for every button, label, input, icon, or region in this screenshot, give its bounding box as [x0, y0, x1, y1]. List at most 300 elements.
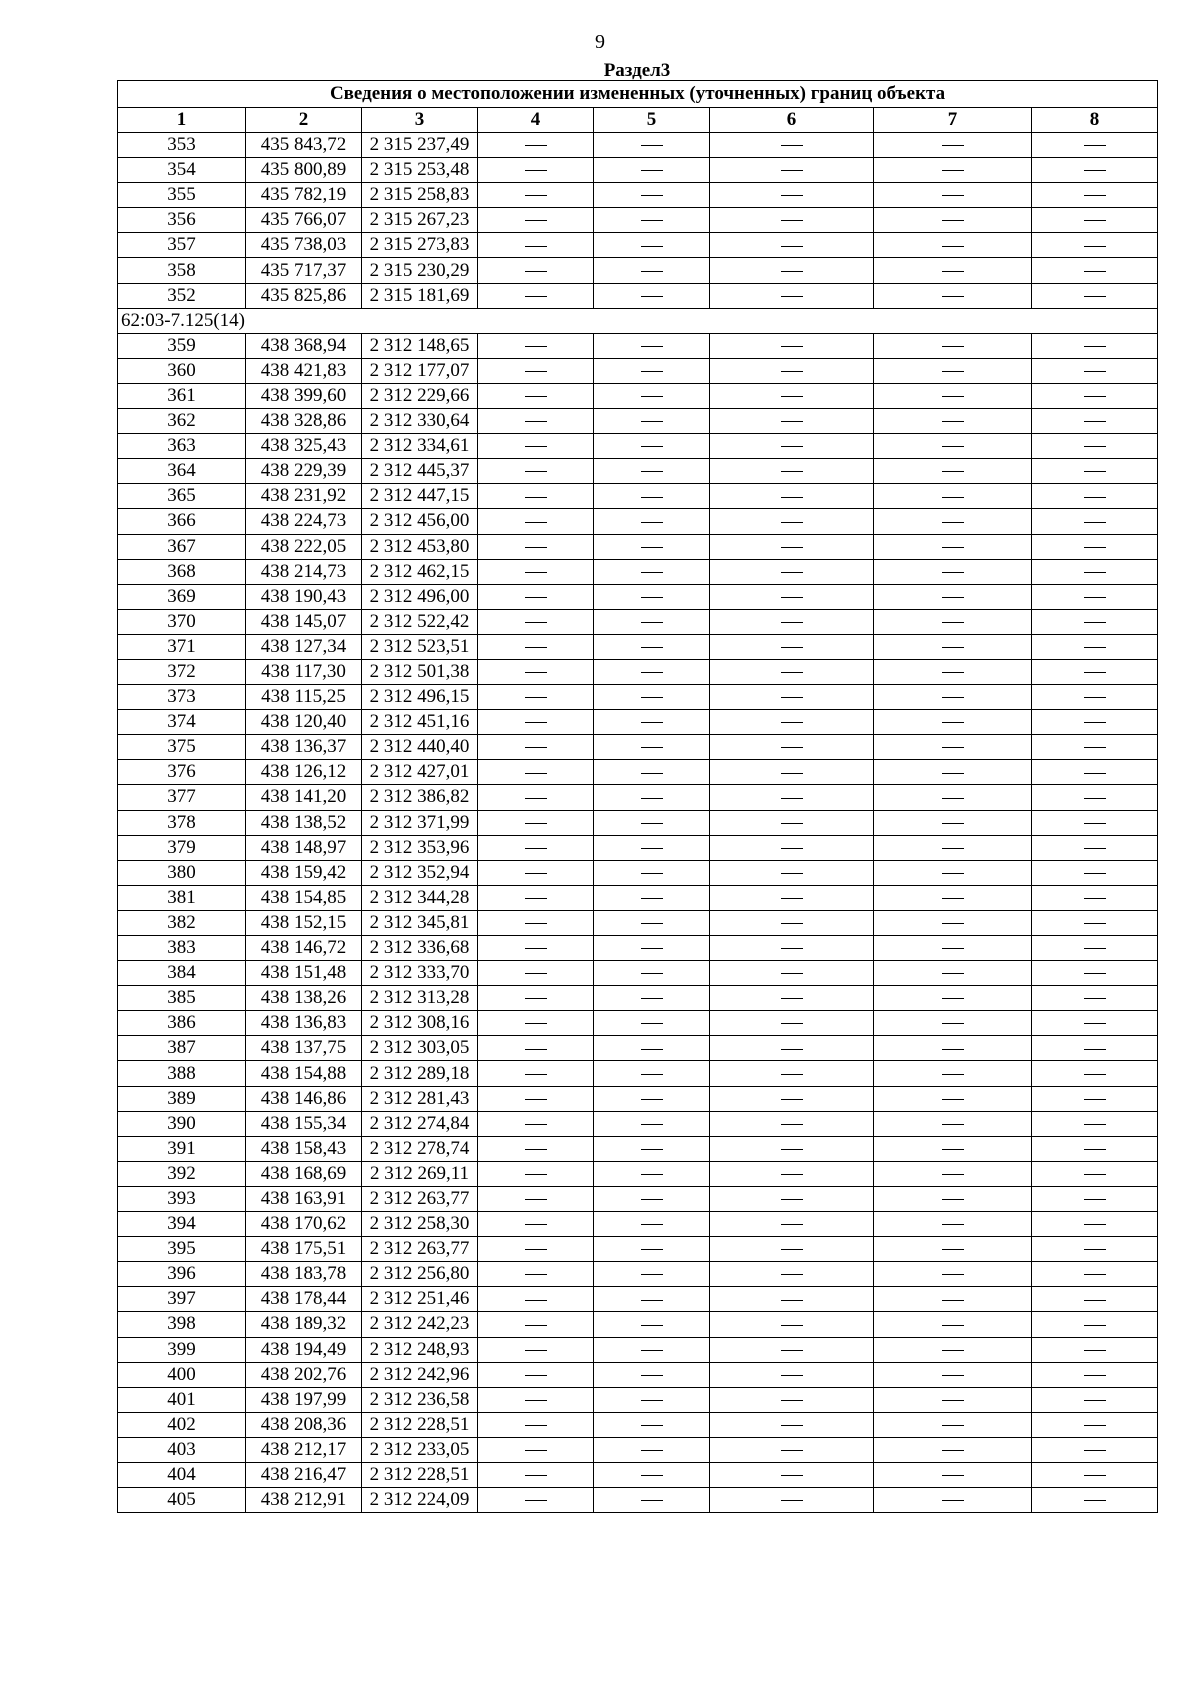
empty-value-cell: [874, 735, 1032, 760]
empty-value-cell: [710, 1362, 874, 1387]
empty-value-cell: [874, 1086, 1032, 1111]
empty-value-cell: [594, 760, 710, 785]
dash-symbol: [781, 145, 803, 146]
empty-value-cell: [710, 1488, 874, 1513]
table-row: [118, 409, 1158, 434]
table-row: [118, 1262, 1158, 1287]
empty-value-cell: [478, 1437, 594, 1462]
dash-symbol: [781, 1249, 803, 1250]
empty-value-cell: [1032, 1136, 1158, 1161]
dash-symbol: [942, 747, 964, 748]
dash-symbol: [525, 773, 547, 774]
empty-value-cell: [710, 1237, 874, 1262]
table-row: [118, 609, 1158, 634]
empty-value-cell: [710, 1011, 874, 1036]
y-coordinate-cell: 2 312 229,66: [362, 383, 478, 408]
table-row: [118, 1212, 1158, 1237]
dash-symbol: [942, 873, 964, 874]
empty-value-cell: [478, 258, 594, 283]
point-number-cell: 359: [118, 333, 246, 358]
dash-symbol: [641, 1325, 663, 1326]
dash-symbol: [641, 1475, 663, 1476]
point-number-cell: 367: [118, 534, 246, 559]
empty-value-cell: [594, 910, 710, 935]
dash-symbol: [781, 1300, 803, 1301]
dash-symbol: [781, 1274, 803, 1275]
dash-symbol: [641, 497, 663, 498]
empty-value-cell: [594, 484, 710, 509]
point-number-cell: 378: [118, 810, 246, 835]
point-number-cell: 401: [118, 1387, 246, 1412]
dash-symbol: [781, 195, 803, 196]
empty-value-cell: [594, 283, 710, 308]
empty-value-cell: [478, 1287, 594, 1312]
empty-value-cell: [594, 986, 710, 1011]
table-row: [118, 1387, 1158, 1412]
x-coordinate-cell: 438 127,34: [246, 634, 362, 659]
y-coordinate-cell: 2 312 440,40: [362, 735, 478, 760]
dash-symbol: [781, 622, 803, 623]
dash-symbol: [1084, 697, 1106, 698]
dash-symbol: [641, 923, 663, 924]
dash-symbol: [1084, 1174, 1106, 1175]
dash-symbol: [781, 371, 803, 372]
point-number-cell: 399: [118, 1337, 246, 1362]
point-number-cell: 373: [118, 685, 246, 710]
dash-symbol: [781, 1149, 803, 1150]
empty-value-cell: [1032, 484, 1158, 509]
table-row: [118, 1437, 1158, 1462]
dash-symbol: [942, 773, 964, 774]
empty-value-cell: [594, 735, 710, 760]
empty-value-cell: [478, 785, 594, 810]
empty-value-cell: [1032, 183, 1158, 208]
empty-value-cell: [710, 358, 874, 383]
empty-value-cell: [874, 1262, 1032, 1287]
x-coordinate-cell: 438 190,43: [246, 584, 362, 609]
dash-symbol: [781, 1450, 803, 1451]
empty-value-cell: [874, 584, 1032, 609]
empty-value-cell: [710, 258, 874, 283]
empty-value-cell: [1032, 1287, 1158, 1312]
dash-symbol: [525, 1475, 547, 1476]
dash-symbol: [641, 1300, 663, 1301]
empty-value-cell: [594, 158, 710, 183]
point-number-cell: 358: [118, 258, 246, 283]
dash-symbol: [942, 1074, 964, 1075]
x-coordinate-cell: 438 212,91: [246, 1488, 362, 1513]
dash-symbol: [781, 271, 803, 272]
table-row: [118, 1462, 1158, 1487]
x-coordinate-cell: 438 175,51: [246, 1237, 362, 1262]
empty-value-cell: [1032, 936, 1158, 961]
dash-symbol: [641, 823, 663, 824]
empty-value-cell: [1032, 258, 1158, 283]
dash-symbol: [781, 170, 803, 171]
empty-value-cell: [478, 1337, 594, 1362]
dash-symbol: [1084, 1475, 1106, 1476]
y-coordinate-cell: 2 312 496,15: [362, 685, 478, 710]
x-coordinate-cell: 435 717,37: [246, 258, 362, 283]
empty-value-cell: [874, 810, 1032, 835]
dash-symbol: [781, 597, 803, 598]
dash-symbol: [641, 170, 663, 171]
empty-value-cell: [478, 961, 594, 986]
x-coordinate-cell: 438 222,05: [246, 534, 362, 559]
empty-value-cell: [710, 158, 874, 183]
empty-value-cell: [710, 1412, 874, 1437]
empty-value-cell: [710, 333, 874, 358]
empty-value-cell: [874, 760, 1032, 785]
table-row: [118, 183, 1158, 208]
empty-value-cell: [1032, 1061, 1158, 1086]
table-row: [118, 885, 1158, 910]
empty-value-cell: [1032, 1337, 1158, 1362]
empty-value-cell: [1032, 509, 1158, 534]
empty-value-cell: [710, 835, 874, 860]
empty-value-cell: [478, 158, 594, 183]
x-coordinate-cell: 438 163,91: [246, 1186, 362, 1211]
dash-symbol: [1084, 1023, 1106, 1024]
dash-symbol: [641, 1274, 663, 1275]
dash-symbol: [525, 296, 547, 297]
empty-value-cell: [1032, 710, 1158, 735]
point-number-cell: 361: [118, 383, 246, 408]
empty-value-cell: [710, 283, 874, 308]
dash-symbol: [781, 1500, 803, 1501]
y-coordinate-cell: 2 312 263,77: [362, 1186, 478, 1211]
empty-value-cell: [1032, 1387, 1158, 1412]
empty-value-cell: [1032, 1462, 1158, 1487]
y-coordinate-cell: 2 312 228,51: [362, 1412, 478, 1437]
y-coordinate-cell: 2 312 242,96: [362, 1362, 478, 1387]
point-number-cell: 376: [118, 760, 246, 785]
empty-value-cell: [594, 685, 710, 710]
dash-symbol: [641, 246, 663, 247]
table-row: [118, 208, 1158, 233]
dash-symbol: [942, 195, 964, 196]
empty-value-cell: [478, 1136, 594, 1161]
point-number-cell: 365: [118, 484, 246, 509]
dash-symbol: [781, 823, 803, 824]
empty-value-cell: [710, 1437, 874, 1462]
dash-symbol: [781, 1199, 803, 1200]
empty-value-cell: [874, 333, 1032, 358]
empty-value-cell: [874, 1462, 1032, 1487]
empty-value-cell: [478, 183, 594, 208]
point-number-cell: 381: [118, 885, 246, 910]
dash-symbol: [1084, 1300, 1106, 1301]
dash-symbol: [525, 1274, 547, 1275]
empty-value-cell: [1032, 383, 1158, 408]
y-coordinate-cell: 2 315 181,69: [362, 283, 478, 308]
empty-value-cell: [1032, 358, 1158, 383]
empty-value-cell: [478, 409, 594, 434]
empty-value-cell: [710, 860, 874, 885]
empty-value-cell: [710, 534, 874, 559]
empty-value-cell: [594, 710, 710, 735]
dash-symbol: [525, 998, 547, 999]
table-row: [118, 1161, 1158, 1186]
empty-value-cell: [710, 785, 874, 810]
point-number-cell: 404: [118, 1462, 246, 1487]
point-number-cell: 384: [118, 961, 246, 986]
empty-value-cell: [874, 158, 1032, 183]
empty-value-cell: [1032, 1237, 1158, 1262]
empty-value-cell: [594, 459, 710, 484]
empty-value-cell: [478, 760, 594, 785]
dash-symbol: [942, 170, 964, 171]
empty-value-cell: [710, 1086, 874, 1111]
table-row: [118, 158, 1158, 183]
dash-symbol: [1084, 1375, 1106, 1376]
empty-value-cell: [478, 609, 594, 634]
empty-value-cell: [710, 885, 874, 910]
empty-value-cell: [594, 1186, 710, 1211]
empty-value-cell: [710, 1186, 874, 1211]
empty-value-cell: [478, 1412, 594, 1437]
empty-value-cell: [594, 1011, 710, 1036]
dash-symbol: [525, 170, 547, 171]
dash-symbol: [525, 271, 547, 272]
dash-symbol: [525, 1249, 547, 1250]
dash-symbol: [781, 873, 803, 874]
dash-symbol: [1084, 798, 1106, 799]
empty-value-cell: [478, 1161, 594, 1186]
dash-symbol: [641, 145, 663, 146]
empty-value-cell: [874, 459, 1032, 484]
table-row: [118, 1337, 1158, 1362]
empty-value-cell: [1032, 659, 1158, 684]
dash-symbol: [525, 1049, 547, 1050]
x-coordinate-cell: 438 368,94: [246, 333, 362, 358]
dash-symbol: [1084, 446, 1106, 447]
dash-symbol: [942, 722, 964, 723]
empty-value-cell: [594, 584, 710, 609]
dash-symbol: [942, 597, 964, 598]
empty-value-cell: [874, 860, 1032, 885]
empty-value-cell: [874, 1488, 1032, 1513]
empty-value-cell: [710, 1337, 874, 1362]
dash-symbol: [641, 296, 663, 297]
dash-symbol: [1084, 271, 1106, 272]
empty-value-cell: [1032, 1036, 1158, 1061]
empty-value-cell: [1032, 685, 1158, 710]
empty-value-cell: [478, 810, 594, 835]
empty-value-cell: [710, 183, 874, 208]
x-coordinate-cell: 438 214,73: [246, 559, 362, 584]
empty-value-cell: [710, 936, 874, 961]
dash-symbol: [1084, 346, 1106, 347]
empty-value-cell: [478, 910, 594, 935]
point-number-cell: 356: [118, 208, 246, 233]
empty-value-cell: [1032, 158, 1158, 183]
dash-symbol: [525, 1500, 547, 1501]
point-number-cell: 382: [118, 910, 246, 935]
dash-symbol: [942, 823, 964, 824]
point-number-cell: 355: [118, 183, 246, 208]
dash-symbol: [781, 421, 803, 422]
dash-symbol: [1084, 1074, 1106, 1075]
empty-value-cell: [710, 459, 874, 484]
x-coordinate-cell: 438 178,44: [246, 1287, 362, 1312]
dash-symbol: [942, 672, 964, 673]
dash-symbol: [1084, 998, 1106, 999]
x-coordinate-cell: 438 148,97: [246, 835, 362, 860]
dash-symbol: [1084, 873, 1106, 874]
dash-symbol: [942, 1300, 964, 1301]
empty-value-cell: [478, 1186, 594, 1211]
empty-value-cell: [478, 1111, 594, 1136]
empty-value-cell: [594, 785, 710, 810]
y-coordinate-cell: 2 312 233,05: [362, 1437, 478, 1462]
dash-symbol: [781, 471, 803, 472]
dash-symbol: [641, 697, 663, 698]
x-coordinate-cell: 438 229,39: [246, 459, 362, 484]
empty-value-cell: [478, 685, 594, 710]
y-coordinate-cell: 2 312 427,01: [362, 760, 478, 785]
empty-value-cell: [1032, 986, 1158, 1011]
dash-symbol: [942, 1124, 964, 1125]
dash-symbol: [781, 1049, 803, 1050]
empty-value-cell: [478, 208, 594, 233]
table-row: [118, 1086, 1158, 1111]
column-header: 1: [118, 108, 246, 133]
y-coordinate-cell: 2 312 330,64: [362, 409, 478, 434]
point-number-cell: 364: [118, 459, 246, 484]
dash-symbol: [641, 1249, 663, 1250]
y-coordinate-cell: 2 312 336,68: [362, 936, 478, 961]
x-coordinate-cell: 438 212,17: [246, 1437, 362, 1462]
dash-symbol: [525, 898, 547, 899]
empty-value-cell: [594, 1362, 710, 1387]
y-coordinate-cell: 2 312 308,16: [362, 1011, 478, 1036]
point-number-cell: 394: [118, 1212, 246, 1237]
dash-symbol: [942, 296, 964, 297]
dash-symbol: [1084, 1124, 1106, 1125]
dash-symbol: [942, 572, 964, 573]
empty-value-cell: [1032, 1362, 1158, 1387]
table-row: [118, 434, 1158, 459]
empty-value-cell: [594, 183, 710, 208]
y-coordinate-cell: 2 312 281,43: [362, 1086, 478, 1111]
empty-value-cell: [594, 434, 710, 459]
dash-symbol: [525, 923, 547, 924]
empty-value-cell: [594, 509, 710, 534]
point-number-cell: 387: [118, 1036, 246, 1061]
point-number-cell: 369: [118, 584, 246, 609]
empty-value-cell: [710, 986, 874, 1011]
dash-symbol: [641, 396, 663, 397]
dash-symbol: [942, 1149, 964, 1150]
dash-symbol: [1084, 421, 1106, 422]
empty-value-cell: [594, 1061, 710, 1086]
dash-symbol: [781, 1375, 803, 1376]
table-row: [118, 484, 1158, 509]
empty-value-cell: [1032, 1437, 1158, 1462]
point-number-cell: 354: [118, 158, 246, 183]
dash-symbol: [641, 1350, 663, 1351]
empty-value-cell: [478, 1237, 594, 1262]
y-coordinate-cell: 2 315 230,29: [362, 258, 478, 283]
point-number-cell: 352: [118, 283, 246, 308]
y-coordinate-cell: 2 312 278,74: [362, 1136, 478, 1161]
dash-symbol: [641, 1199, 663, 1200]
dash-symbol: [525, 622, 547, 623]
y-coordinate-cell: 2 312 224,09: [362, 1488, 478, 1513]
empty-value-cell: [478, 1262, 594, 1287]
dash-symbol: [1084, 471, 1106, 472]
dash-symbol: [525, 1350, 547, 1351]
empty-value-cell: [478, 735, 594, 760]
empty-value-cell: [710, 584, 874, 609]
empty-value-cell: [478, 233, 594, 258]
column-header: 4: [478, 108, 594, 133]
dash-symbol: [1084, 1325, 1106, 1326]
x-coordinate-cell: 438 154,88: [246, 1061, 362, 1086]
dash-symbol: [525, 1074, 547, 1075]
point-number-cell: 398: [118, 1312, 246, 1337]
point-number-cell: 388: [118, 1061, 246, 1086]
dash-symbol: [942, 1350, 964, 1351]
table-row: [118, 1111, 1158, 1136]
x-coordinate-cell: 438 224,73: [246, 509, 362, 534]
dash-symbol: [942, 948, 964, 949]
empty-value-cell: [874, 208, 1032, 233]
empty-value-cell: [1032, 584, 1158, 609]
empty-value-cell: [874, 1362, 1032, 1387]
dash-symbol: [781, 1350, 803, 1351]
empty-value-cell: [874, 785, 1032, 810]
dash-symbol: [1084, 973, 1106, 974]
table-row: [118, 1237, 1158, 1262]
empty-value-cell: [594, 258, 710, 283]
y-coordinate-cell: 2 315 273,83: [362, 233, 478, 258]
dash-symbol: [525, 1099, 547, 1100]
table-row: [118, 258, 1158, 283]
empty-value-cell: [594, 1337, 710, 1362]
empty-value-cell: [874, 634, 1032, 659]
empty-value-cell: [478, 133, 594, 158]
dash-symbol: [781, 798, 803, 799]
dash-symbol: [1084, 1249, 1106, 1250]
dash-symbol: [525, 446, 547, 447]
empty-value-cell: [478, 383, 594, 408]
empty-value-cell: [1032, 835, 1158, 860]
point-number-cell: 353: [118, 133, 246, 158]
y-coordinate-cell: 2 315 258,83: [362, 183, 478, 208]
point-number-cell: 383: [118, 936, 246, 961]
empty-value-cell: [874, 1337, 1032, 1362]
dash-symbol: [641, 547, 663, 548]
x-coordinate-cell: 435 782,19: [246, 183, 362, 208]
empty-value-cell: [874, 1011, 1032, 1036]
empty-value-cell: [594, 333, 710, 358]
dash-symbol: [942, 697, 964, 698]
dash-symbol: [1084, 773, 1106, 774]
empty-value-cell: [710, 1212, 874, 1237]
dash-symbol: [641, 1174, 663, 1175]
table-row: [118, 1011, 1158, 1036]
dash-symbol: [942, 973, 964, 974]
empty-value-cell: [1032, 1412, 1158, 1437]
dash-symbol: [1084, 1274, 1106, 1275]
table-row: [118, 1186, 1158, 1211]
empty-value-cell: [874, 383, 1032, 408]
dash-symbol: [781, 522, 803, 523]
empty-value-cell: [1032, 534, 1158, 559]
x-coordinate-cell: 438 159,42: [246, 860, 362, 885]
